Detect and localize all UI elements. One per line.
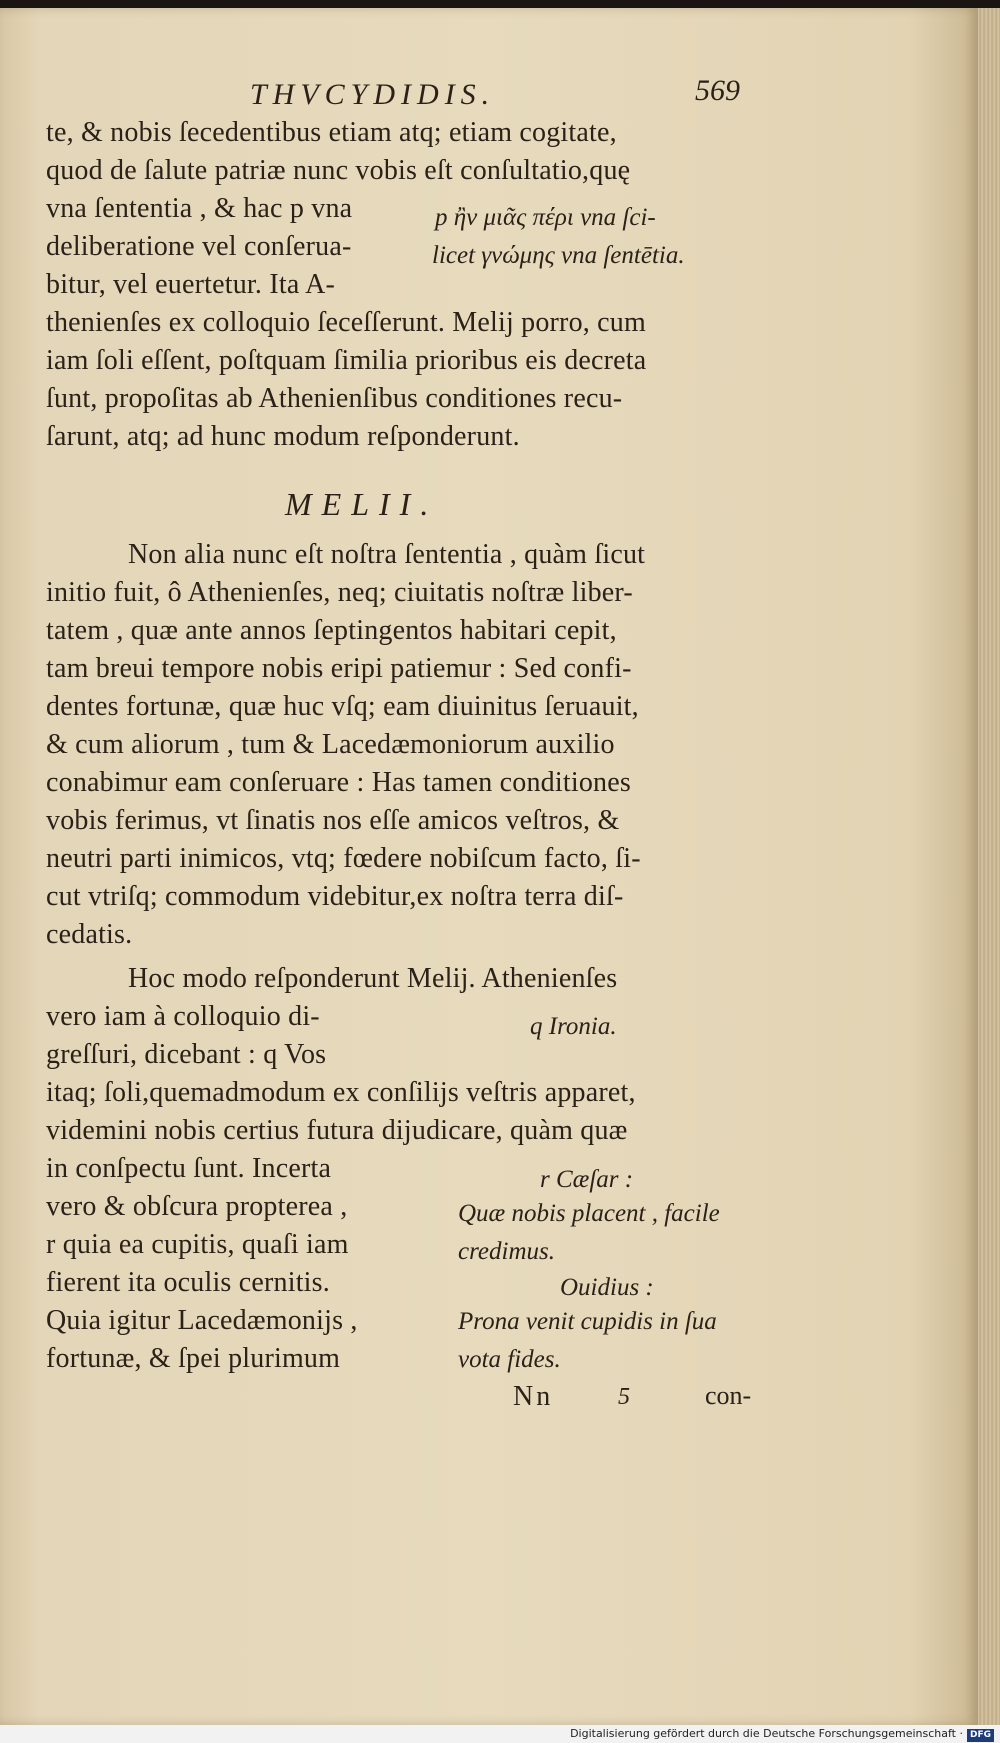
text-line-22: vero iam à colloquio di-: [46, 1001, 320, 1032]
margin-note-ovid-1: Prona venit cupidis in ſua: [458, 1308, 717, 1335]
dfg-logo: DFG: [967, 1729, 994, 1742]
running-title: THVCYDIDIS.: [250, 78, 496, 111]
text-line-4: deliberatione vel conſerua-: [46, 231, 352, 262]
catchword: con-: [705, 1381, 752, 1410]
text-line-6: thenienſes ex colloquio ſeceſſerunt. Melij porro, cum: [46, 307, 646, 338]
text-line-9: ſarunt, atq; ad hunc modum reſponderunt.: [46, 421, 520, 452]
text-line-10: Non alia nunc eſt noſtra ſententia , quàm ſicut: [128, 539, 646, 570]
footer-text: Digitalisierung gefördert durch die Deutsche Forschungsgemeinschaft ·: [570, 1727, 963, 1740]
text-line-31: fortunæ, & ſpei plurimum: [46, 1343, 341, 1374]
text-line-18: neutri parti inimicos, vtq; fœdere nobiſcum facto, ſi-: [46, 843, 641, 874]
text-line-16: conabimur eam conſeruare : Has tamen conditiones: [46, 767, 631, 798]
margin-note-r-2: credimus.: [458, 1238, 555, 1265]
margin-note-r-head: r Cæſar :: [540, 1166, 634, 1193]
book-page: [0, 8, 980, 1725]
margin-note-ovid-2: vota fides.: [458, 1346, 561, 1373]
text-line-26: in conſpectu ſunt. Incerta: [46, 1153, 332, 1184]
text-line-15: & cum aliorum , tum & Lacedæmoniorum auxilio: [46, 729, 615, 760]
margin-note-ovid-head: Ouidius :: [560, 1274, 654, 1301]
text-line-13: tam breui tempore nobis eripi patiemur : Sed confi-: [46, 653, 632, 684]
text-line-14: dentes fortunæ, quæ huc vſq; eam diuinitus ſeruauit,: [46, 691, 639, 722]
margin-note-q: q Ironia.: [530, 1013, 617, 1040]
text-line-2: quod de ſalute patriæ nunc vobis eſt conſultatio,quę: [46, 155, 631, 186]
section-heading: MELII.: [285, 486, 439, 522]
text-line-17: vobis ferimus, vt ſinatis nos eſſe amicos veſtros, &: [46, 805, 620, 836]
text-line-28: r quia ea cupitis, quaſi iam: [46, 1229, 349, 1260]
text-line-25: videmini nobis certius futura dijudicare, quàm quæ: [46, 1115, 628, 1146]
text-line-21: Hoc modo reſponderunt Melij. Athenienſes: [128, 963, 618, 994]
signature-mark: Nn: [513, 1381, 554, 1412]
text-line-30: Quia igitur Lacedæmonijs ,: [46, 1305, 358, 1336]
text-line-20: cedatis.: [46, 919, 133, 950]
text-line-29: fierent ita oculis cernitis.: [46, 1267, 330, 1298]
margin-note-r-1: Quæ nobis placent , facile: [458, 1200, 720, 1227]
text-line-3: vna ſententia , & hac p vna: [46, 193, 353, 224]
page-number: 569: [695, 74, 740, 107]
text-line-11: initio fuit, ô Athenienſes, neq; ciuitatis noſtræ liber-: [46, 577, 633, 608]
signature-number: 5: [618, 1384, 630, 1410]
text-line-24: itaq; ſoli,quemadmodum ex conſilijs veſtris apparet,: [46, 1077, 636, 1108]
text-line-19: cut vtriſq; commodum videbitur,ex noſtra terra diſ-: [46, 881, 624, 912]
page-edges: [978, 8, 1000, 1725]
text-line-12: tatem , quæ ante annos ſeptingentos habitari cepit,: [46, 615, 617, 646]
text-line-1: te, & nobis ſecedentibus etiam atq; etiam cogitate,: [46, 117, 617, 148]
text-line-5: bitur, vel euertetur. Ita A-: [46, 269, 336, 300]
margin-note-p-2: licet γνώμης vna ſentētia.: [432, 242, 685, 269]
text-line-23: greſſuri, dicebant : q Vos: [46, 1039, 327, 1070]
text-line-27: vero & obſcura propterea ,: [46, 1191, 348, 1222]
text-line-8: ſunt, propoſitas ab Athenienſibus conditiones recu-: [46, 383, 623, 414]
text-line-7: iam ſoli eſſent, poſtquam ſimilia prioribus eis decreta: [46, 345, 647, 376]
margin-note-p-1: p ἢν μιᾶς πέρι vna ſci-: [435, 204, 656, 231]
digitization-footer: [0, 1725, 1000, 1743]
